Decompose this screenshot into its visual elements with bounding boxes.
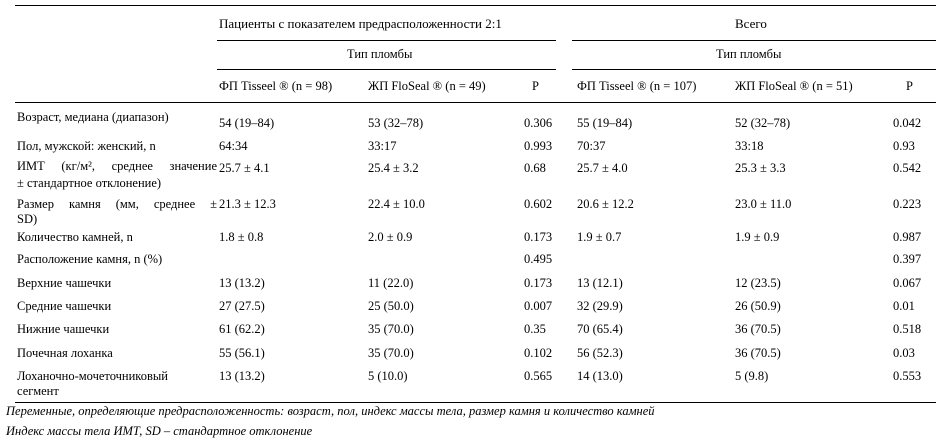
cell-fp-all: 25.7 ± 4.0 (577, 161, 628, 175)
row-label: Количество камней, n (17, 230, 133, 244)
cell-zp-all: 26 (50.9) (735, 299, 781, 313)
rule-header-bottom (15, 102, 936, 103)
cell-fp-all: 14 (13.0) (577, 369, 623, 383)
cell-p-pred: 0.68 (524, 161, 546, 175)
cell-p-all: 0.03 (893, 346, 915, 360)
rule-top (15, 5, 936, 6)
cell-zp-all: 25.3 ± 3.3 (735, 161, 786, 175)
cell-zp-all: 36 (70.5) (735, 322, 781, 336)
cell-fp-all: 70:37 (577, 139, 606, 153)
cell-fp-pred: 13 (13.2) (219, 276, 265, 290)
cell-p-pred: 0.306 (524, 116, 553, 130)
group-header-all: Всего (735, 16, 767, 31)
row-label: Средние чашечки (17, 299, 112, 313)
row-label: Лоханочно-мочеточниковый (17, 369, 168, 383)
seal-type-header-pred: Тип пломбы (347, 47, 413, 61)
row-label-cont: ± стандартное отклонение) (17, 176, 162, 190)
cell-zp-all: 23.0 ± 11.0 (735, 197, 792, 211)
cell-zp-all: 5 (9.8) (735, 369, 769, 383)
row-label-cont: сегмент (17, 384, 59, 398)
cell-zp-pred: 22.4 ± 10.0 (368, 197, 425, 211)
cell-p-all: 0.223 (893, 197, 922, 211)
cell-p-pred: 0.102 (524, 346, 553, 360)
cell-fp-pred: 1.8 ± 0.8 (219, 230, 264, 244)
rule-bottom (15, 402, 936, 403)
rule-seal-all (572, 69, 936, 70)
row-label: Возраст, медиана (диапазон) (17, 110, 169, 124)
cell-p-all: 0.042 (893, 116, 922, 130)
cell-fp-pred: 55 (56.1) (219, 346, 265, 360)
cell-p-pred: 0.565 (524, 369, 553, 383)
rule-group-pred (217, 40, 556, 41)
row-label: Размер камня (мм, среднее ± (17, 197, 217, 211)
footnote: Переменные, определяющие предрасположенность: возраст, пол, индекс массы тела, размер камня и количество камней (6, 404, 655, 418)
cell-fp-pred: 61 (62.2) (219, 322, 265, 336)
cell-zp-pred: 35 (70.0) (368, 346, 414, 360)
cell-zp-pred: 25.4 ± 3.2 (368, 161, 419, 175)
cell-zp-pred: 11 (22.0) (368, 276, 414, 290)
cell-fp-all: 1.9 ± 0.7 (577, 230, 622, 244)
cell-p-pred: 0.993 (524, 139, 553, 153)
cell-zp-pred: 35 (70.0) (368, 322, 414, 336)
cell-zp-all: 12 (23.5) (735, 276, 781, 290)
row-label: ИМТ (кг/м², среднее значение (17, 159, 217, 173)
cell-p-all: 0.01 (893, 299, 915, 313)
cell-zp-pred: 33:17 (368, 139, 397, 153)
col-header-p-pred: P (532, 79, 539, 93)
row-label: Верхние чашечки (17, 276, 112, 290)
cell-p-all: 0.397 (893, 252, 922, 266)
cell-zp-all: 36 (70.5) (735, 346, 781, 360)
cell-p-all: 0.542 (893, 161, 922, 175)
col-header-fp-pred: ФП Tisseel ® (n = 98) (219, 79, 333, 93)
cell-p-all: 0.93 (893, 139, 915, 153)
cell-fp-all: 13 (12.1) (577, 276, 623, 290)
col-header-fp-all: ФП Tisseel ® (n = 107) (577, 79, 697, 93)
footnote: Индекс массы тела ИМТ, SD – стандартное отклонение (6, 424, 313, 438)
row-label: Нижние чашечки (17, 322, 110, 336)
cell-fp-all: 20.6 ± 12.2 (577, 197, 634, 211)
cell-fp-all: 56 (52.3) (577, 346, 623, 360)
cell-fp-pred: 13 (13.2) (219, 369, 265, 383)
cell-fp-all: 55 (19–84) (577, 116, 633, 130)
cell-zp-all: 1.9 ± 0.9 (735, 230, 780, 244)
cell-p-all: 0.553 (893, 369, 922, 383)
group-header-pred: Пациенты с показателем предрасположенности 2:1 (219, 16, 502, 31)
cell-zp-pred: 53 (32–78) (368, 116, 424, 130)
cell-p-pred: 0.495 (524, 252, 553, 266)
row-label: Пол, мужской: женский, n (17, 139, 156, 153)
cell-fp-pred: 25.7 ± 4.1 (219, 161, 270, 175)
rule-group-all (572, 40, 936, 41)
cell-zp-all: 33:18 (735, 139, 764, 153)
cell-p-all: 0.067 (893, 276, 922, 290)
cell-p-pred: 0.35 (524, 322, 546, 336)
cell-p-pred: 0.173 (524, 230, 553, 244)
row-label: Почечная лоханка (17, 346, 113, 360)
cell-p-pred: 0.602 (524, 197, 553, 211)
cell-zp-pred: 5 (10.0) (368, 369, 408, 383)
cell-p-pred: 0.173 (524, 276, 553, 290)
cell-p-all: 0.987 (893, 230, 922, 244)
col-header-zp-all: ЖП FloSeal ® (n = 51) (735, 79, 853, 93)
cell-fp-pred: 54 (19–84) (219, 116, 275, 130)
cell-p-pred: 0.007 (524, 299, 553, 313)
cell-fp-all: 70 (65.4) (577, 322, 623, 336)
cell-fp-all: 32 (29.9) (577, 299, 623, 313)
row-label: Расположение камня, n (%) (17, 252, 163, 266)
cell-zp-pred: 2.0 ± 0.9 (368, 230, 413, 244)
cell-fp-pred: 21.3 ± 12.3 (219, 197, 276, 211)
rule-seal-pred (217, 69, 556, 70)
cell-fp-pred: 64:34 (219, 139, 248, 153)
cell-zp-pred: 25 (50.0) (368, 299, 414, 313)
cell-fp-pred: 27 (27.5) (219, 299, 265, 313)
cell-p-all: 0.518 (893, 322, 922, 336)
col-header-zp-pred: ЖП FloSeal ® (n = 49) (368, 79, 486, 93)
cell-zp-all: 52 (32–78) (735, 116, 791, 130)
seal-type-header-all: Тип пломбы (716, 47, 782, 61)
col-header-p-all: P (906, 79, 913, 93)
row-label-cont: SD) (17, 212, 38, 226)
